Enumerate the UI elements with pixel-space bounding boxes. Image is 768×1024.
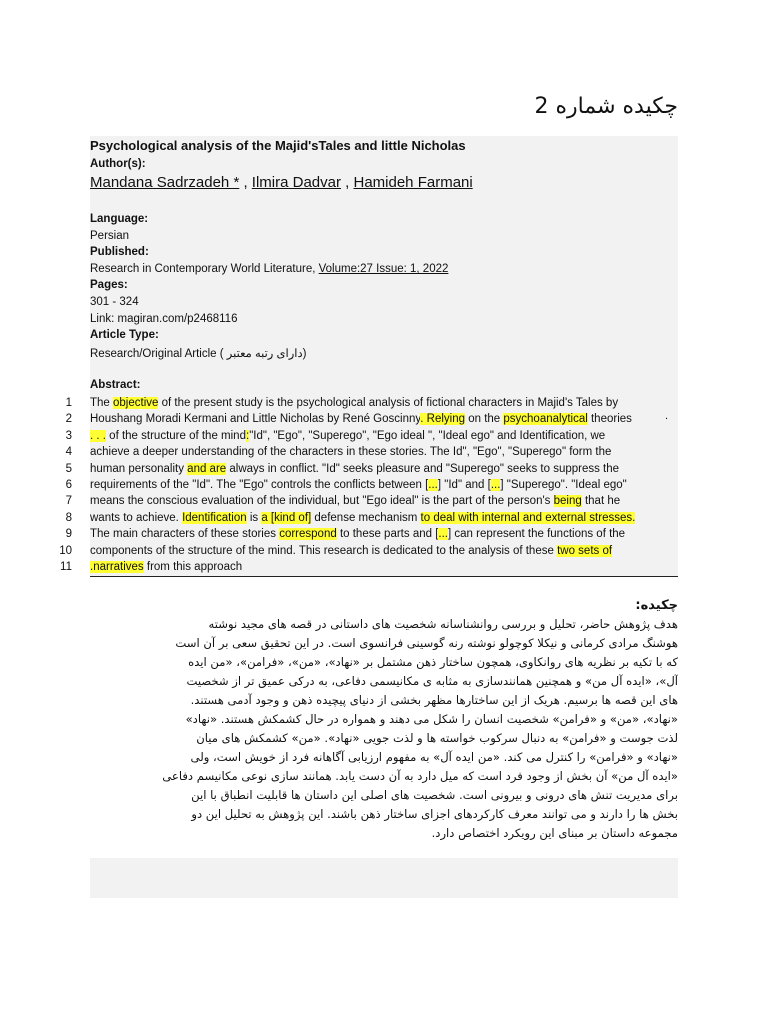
highlighted-text: two sets of — [557, 544, 613, 557]
abstract-segment: Houshang Moradi Kermani and Little Nicholas by René Goscinny — [90, 413, 421, 426]
pages-label: Pages: — [90, 279, 128, 291]
highlighted-text: . Relying — [420, 413, 466, 426]
abstract-segment: theories — [587, 413, 632, 426]
author-separator: , — [243, 174, 252, 191]
abstract-segment: wants to achieve. — [90, 511, 183, 524]
abstract-segment: "Id", "Ego", "Superego", "Ego ideal ", "Ideal ego" and Identification, we — [249, 429, 606, 442]
highlighted-text: .narratives — [90, 560, 144, 573]
abstract-segment: of the structure of the mind — [105, 429, 246, 442]
persian-line: هوشنگ مرادی کرمانی و نیکلا کوچولو نوشته رنه گوسینی فرانسوی است. در این تحقیق سعی بر آن است — [175, 636, 678, 650]
abstract-line — [90, 461, 680, 477]
line-number: 3 — [65, 429, 72, 442]
highlighted-text: : — [245, 429, 250, 442]
published-value — [90, 263, 448, 275]
highlighted-text: ... — [490, 478, 501, 491]
abstract-segment: that he — [581, 495, 621, 508]
line-number: 6 — [65, 479, 72, 492]
persian-line: آل»، «ایده آل من» و همچنین همانندسازی به مثابه ی مکانیسمی دفاعی، به درکی عمیق تر از شخصیت — [186, 674, 678, 688]
article-link[interactable]: Link: magiran.com/p2468116 — [90, 313, 238, 325]
persian-line: های این قصه ها برسیم. هریک از این ساختارها مظهر بخشی از دنیای پیچیده ذهن و وجود آدمی هستند. — [190, 693, 678, 707]
abstract-label: Abstract: — [90, 379, 141, 391]
abstract-line — [90, 428, 680, 444]
footer-background — [90, 858, 678, 898]
abstract-segment: from this approach — [143, 560, 243, 573]
line-number: 4 — [65, 446, 72, 459]
abstract-segment: of the present study is the psychological analysis of fictional characters in Majid's Tales by — [158, 397, 619, 409]
abstract-line — [90, 493, 680, 509]
highlighted-text: to deal with internal and external stresses. — [420, 511, 636, 524]
highlighted-text: ... — [438, 528, 448, 541]
abstract-segment: ] "Id" and [ — [437, 478, 491, 491]
volume-link[interactable]: Volume:27 Issue: 1, 2022 — [318, 263, 449, 275]
abstract-segment: is — [246, 511, 262, 524]
author-link[interactable]: Ilmira Dadvar — [251, 174, 341, 191]
abstract-segment: human personality — [90, 462, 188, 475]
article-type-value: Research/Original Article ( دارای رتبه معتبر) — [90, 348, 307, 360]
author-link[interactable]: Mandana Sadrzadeh * — [90, 174, 240, 191]
highlighted-text: . . . — [90, 429, 106, 442]
persian-line: که با تکیه بر نظریه های روانکاوی، همچون ساختار ذهن مشتمل بر «نهاد»، «من»، «فرامن»، «من ایده — [188, 655, 678, 669]
abstract-segment: The — [90, 397, 114, 409]
line-number: 2 — [65, 413, 72, 426]
abstract-segment: to these parts and [ — [336, 528, 439, 541]
line-number: 11 — [60, 561, 72, 574]
abstract-segment: defense mechanism — [311, 511, 421, 524]
author-separator: , — [345, 174, 354, 191]
section-divider — [90, 576, 678, 577]
line-numbers — [40, 395, 72, 575]
line-number: 5 — [65, 462, 72, 475]
line-number: 1 — [65, 397, 72, 409]
persian-line: «ایده آل من» آن بخش از وجود فرد است که میل دارد به آن دست یابد. همانند سازی نوعی مکانیسم دفاعی — [162, 769, 678, 783]
persian-line: لذت جوست و «فرامن» به دنبال سرکوب خواسته ها و لذت جویی «نهاد». «من» کشمکش های میان — [196, 731, 678, 745]
article-type-label: Article Type: — [90, 329, 159, 341]
highlighted-text: being — [553, 495, 582, 508]
article-title: Psychological analysis of the Majid'sTales and little Nicholas — [90, 138, 466, 153]
abstract-segment: means the conscious evaluation of the individual, but "Ego ideal" is the part of the person's — [90, 495, 554, 508]
author-list — [90, 174, 473, 191]
abstract-segment: The main characters of these stories — [90, 528, 280, 541]
persian-line: «نهاد»، «من» و «فرامن» شخصیت انسان را شکل می دهند و همواره در حال کشمکش هستند. «نهاد» — [185, 712, 678, 726]
abstract-line — [90, 543, 680, 559]
highlighted-text: and are — [187, 462, 227, 475]
abstract-segment: always in conflict. "Id" seeks pleasure and "Superego" seeks to suppress the — [226, 462, 620, 475]
line-number: 10 — [59, 544, 72, 557]
abstract-segment: ] "Superego". "Ideal ego" — [500, 478, 627, 491]
persian-line: «نهاد» و «فرامن» را کنترل می کند. «من ایده آل» به مفهوم ارزیابی آگاهانه فرد از خویش است، ولی — [190, 750, 678, 764]
author-link[interactable]: Hamideh Farmani — [353, 174, 473, 191]
abstract-line — [90, 395, 680, 411]
highlighted-text: psychoanalytical — [503, 413, 588, 426]
highlighted-text: Identification — [182, 511, 247, 524]
abstract-line — [90, 477, 680, 493]
line-number: 9 — [65, 528, 72, 541]
highlighted-text: ... — [428, 478, 438, 491]
stray-mark: . — [665, 410, 669, 422]
authors-label: Author(s): — [90, 158, 146, 170]
language-value: Persian — [90, 230, 129, 242]
abstract-segment: requirements of the "Id". The "Ego" controls the conflicts between [ — [90, 478, 429, 491]
page-title: چکیده شماره 2 — [534, 94, 678, 119]
line-number: 8 — [65, 511, 72, 524]
persian-abstract-heading: چکیده: — [635, 598, 678, 613]
abstract-line — [90, 526, 680, 542]
pages-value: 301 - 324 — [90, 296, 139, 308]
published-label: Published: — [90, 246, 149, 258]
abstract-line — [90, 411, 680, 427]
highlighted-text: objective — [113, 397, 159, 409]
persian-line: هدف پژوهش حاضر، تحلیل و بررسی روانشناسانه شخصیت های داستانی در قصه های مجید نوشته — [208, 617, 678, 631]
language-label: Language: — [90, 213, 149, 225]
highlighted-text: correspond — [279, 528, 337, 541]
abstract-segment: components of the structure of the mind. This research is dedicated to the analysis of these — [90, 544, 558, 557]
persian-abstract — [90, 596, 678, 843]
persian-line: بخش ها را دارند و می توانند معرف کارکردهای اجزای ساختار ذهن باشند. این پژوهش به تحلیل این دو — [191, 807, 678, 821]
line-number: 7 — [65, 495, 72, 508]
abstract-line — [90, 444, 680, 460]
abstract-line — [90, 559, 680, 575]
journal-name: Research in Contemporary World Literature, — [90, 263, 319, 275]
highlighted-text: a [kind of] — [261, 511, 312, 524]
persian-line: مجموعه داستان بر مبنای این رویکرد اختصاص دارد. — [431, 826, 678, 840]
abstract-text — [90, 395, 680, 575]
persian-abstract-body — [90, 615, 678, 843]
abstract-line — [90, 510, 680, 526]
abstract-segment: ] can represent the functions of the — [448, 528, 626, 541]
persian-line: برای مدیریت تنش های درونی و بیرونی است. شخصیت های اصلی این داستان ها قابلیت انطباق با این — [191, 788, 678, 802]
abstract-segment: on the — [465, 413, 504, 426]
abstract-segment: achieve a deeper understanding of the characters in these stories. The Id", "Ego", "Superego" form the — [90, 446, 612, 459]
